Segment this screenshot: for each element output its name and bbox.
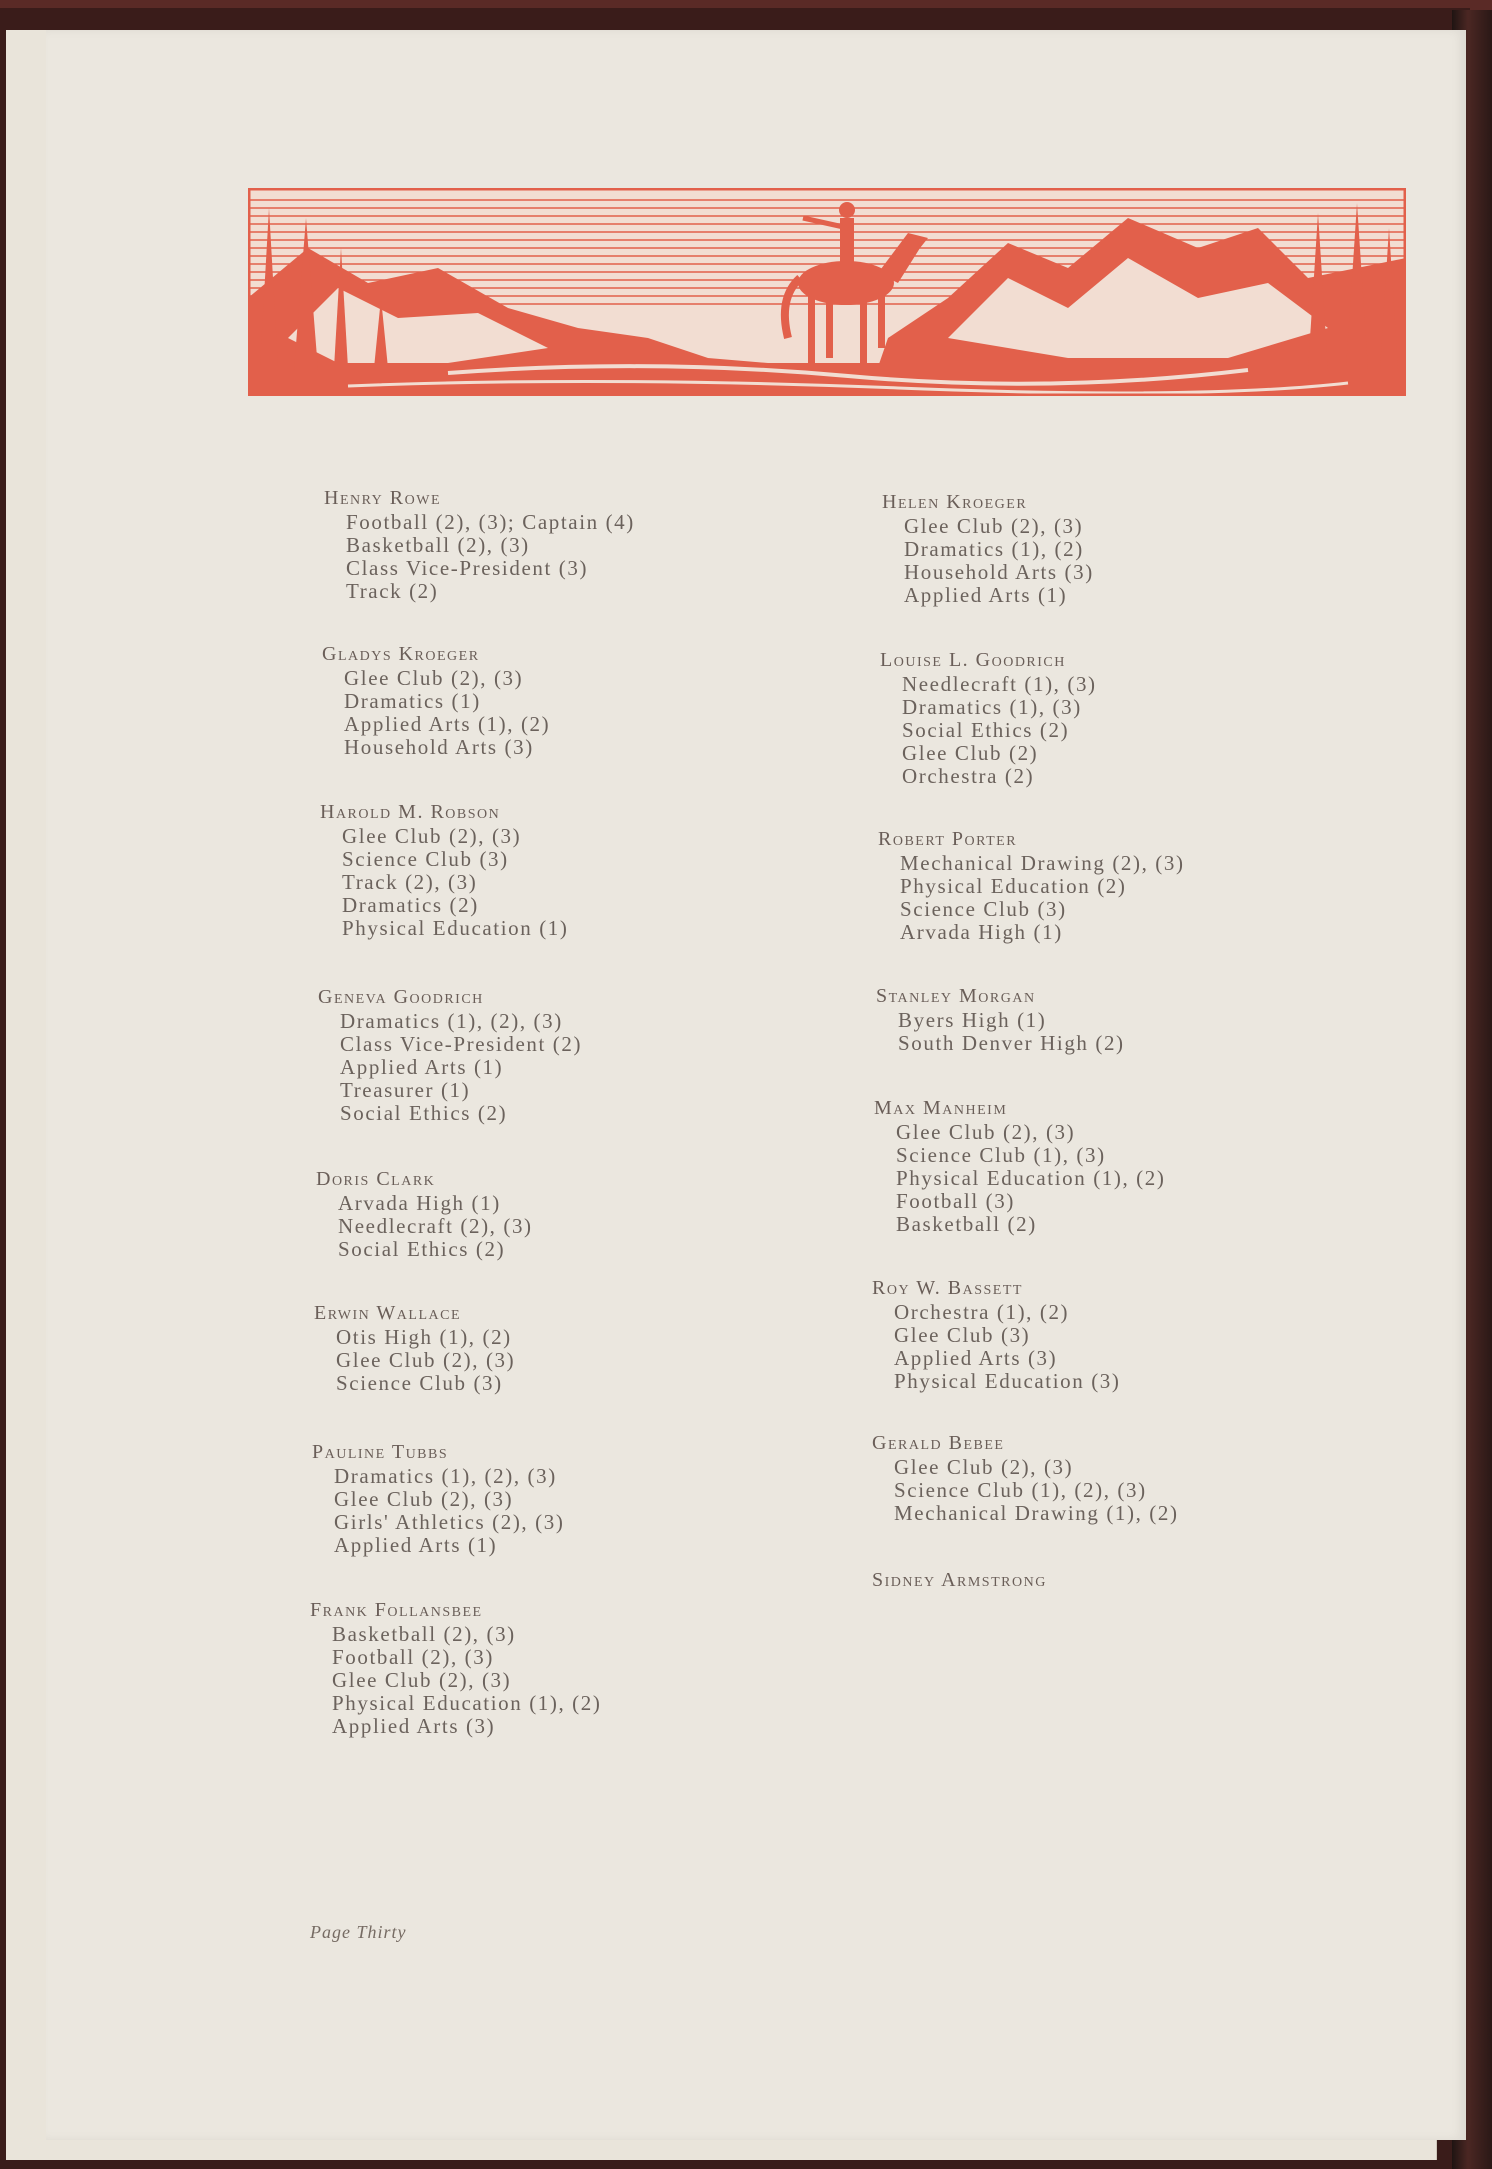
student-name: Roy W. Bassett bbox=[872, 1277, 1023, 1299]
activity-line: Household Arts (3) bbox=[904, 560, 1094, 584]
activity-line: Arvada High (1) bbox=[338, 1191, 501, 1215]
activity-line: Glee Club (3) bbox=[894, 1323, 1031, 1347]
activity-line: Football (2), (3) bbox=[332, 1645, 494, 1669]
student-name: Geneva Goodrich bbox=[318, 986, 484, 1008]
student-name: Harold M. Robson bbox=[320, 801, 501, 823]
student-entry-roy-bassett bbox=[872, 1275, 1121, 1393]
activity-line: Glee Club (2), (3) bbox=[332, 1668, 512, 1692]
activity-line: Science Club (1), (2), (3) bbox=[894, 1478, 1147, 1502]
activity-line: Glee Club (2), (3) bbox=[342, 824, 522, 848]
activity-line: Glee Club (2), (3) bbox=[344, 666, 524, 690]
activity-line: Needlecraft (2), (3) bbox=[338, 1214, 533, 1238]
activity-line: Applied Arts (3) bbox=[894, 1346, 1058, 1370]
activity-line: Class Vice-President (2) bbox=[340, 1032, 583, 1056]
activity-line: Science Club (3) bbox=[336, 1371, 503, 1395]
student-entry-louise-goodrich bbox=[880, 647, 1097, 788]
activity-line: Basketball (2), (3) bbox=[332, 1622, 516, 1646]
activity-line: Applied Arts (3) bbox=[332, 1714, 496, 1738]
activity-line: Glee Club (2), (3) bbox=[904, 514, 1084, 538]
activity-line: Basketball (2) bbox=[896, 1212, 1037, 1236]
activity-line: Glee Club (2) bbox=[902, 741, 1039, 765]
activity-line: Arvada High (1) bbox=[900, 920, 1063, 944]
activity-line: Physical Education (1), (2) bbox=[896, 1166, 1166, 1190]
activity-line: Otis High (1), (2) bbox=[336, 1325, 512, 1349]
student-entry-harold-robson bbox=[320, 799, 569, 940]
student-name: Louise L. Goodrich bbox=[880, 649, 1066, 671]
student-entry-frank-follansbee bbox=[310, 1597, 601, 1738]
activity-line: Football (2), (3); Captain (4) bbox=[346, 510, 635, 534]
activity-line: Byers High (1) bbox=[898, 1008, 1047, 1032]
activity-line: Track (2), (3) bbox=[342, 870, 478, 894]
activity-line: Needlecraft (1), (3) bbox=[902, 672, 1097, 696]
student-name: Gladys Kroeger bbox=[322, 643, 480, 665]
activity-line: Social Ethics (2) bbox=[902, 718, 1070, 742]
page-number-footer: Page Thirty bbox=[310, 1922, 407, 1942]
activity-line: Orchestra (1), (2) bbox=[894, 1300, 1070, 1324]
student-entry-stanley-morgan bbox=[876, 983, 1125, 1055]
activity-line: Track (2) bbox=[346, 579, 439, 603]
student-name: Frank Follansbee bbox=[310, 1599, 483, 1621]
activity-line: Applied Arts (1) bbox=[904, 583, 1068, 607]
activity-line: Dramatics (1), (2) bbox=[904, 537, 1084, 561]
student-entry-robert-porter bbox=[878, 826, 1185, 944]
student-name: Erwin Wallace bbox=[314, 1302, 461, 1324]
student-entry-max-manheim bbox=[874, 1095, 1165, 1236]
student-name: Sidney Armstrong bbox=[872, 1569, 1047, 1591]
student-name: Max Manheim bbox=[874, 1097, 1008, 1119]
activity-line: Dramatics (2) bbox=[342, 893, 479, 917]
student-name: Gerald Bebee bbox=[872, 1432, 1005, 1454]
activity-line: Physical Education (2) bbox=[900, 874, 1127, 898]
activity-line: Applied Arts (1) bbox=[334, 1533, 498, 1557]
student-entry-doris-clark bbox=[316, 1166, 533, 1261]
student-name: Robert Porter bbox=[878, 828, 1018, 850]
activity-line: Treasurer (1) bbox=[340, 1078, 471, 1102]
activity-line: Mechanical Drawing (2), (3) bbox=[900, 851, 1185, 875]
activity-line: Science Club (1), (3) bbox=[896, 1143, 1106, 1167]
activity-line: Glee Club (2), (3) bbox=[894, 1455, 1074, 1479]
mountain-horseman-illustration bbox=[248, 188, 1406, 396]
activity-line: Football (3) bbox=[896, 1189, 1015, 1213]
activity-line: Science Club (3) bbox=[900, 897, 1067, 921]
activity-line: Class Vice-President (3) bbox=[346, 556, 589, 580]
activity-line: Social Ethics (2) bbox=[338, 1237, 506, 1261]
student-name: Helen Kroeger bbox=[882, 491, 1028, 513]
student-entry-sidney-armstrong bbox=[872, 1567, 1047, 1593]
student-name: Stanley Morgan bbox=[876, 985, 1036, 1007]
activity-line: Glee Club (2), (3) bbox=[336, 1348, 516, 1372]
student-name: Pauline Tubbs bbox=[312, 1441, 449, 1463]
student-entry-erwin-wallace bbox=[314, 1300, 515, 1395]
activity-line: Dramatics (1) bbox=[344, 689, 481, 713]
activity-line: Dramatics (1), (2), (3) bbox=[340, 1009, 563, 1033]
activity-line: Household Arts (3) bbox=[344, 735, 534, 759]
student-entry-pauline-tubbs bbox=[312, 1439, 564, 1557]
activity-line: Girls' Athletics (2), (3) bbox=[334, 1510, 565, 1534]
student-entry-gladys-kroeger bbox=[322, 641, 550, 759]
activity-line: South Denver High (2) bbox=[898, 1031, 1125, 1055]
activity-line: Mechanical Drawing (1), (2) bbox=[894, 1501, 1179, 1525]
student-name: Henry Rowe bbox=[324, 487, 441, 509]
activity-line: Physical Education (1) bbox=[342, 916, 569, 940]
activity-line: Physical Education (1), (2) bbox=[332, 1691, 602, 1715]
activity-line: Dramatics (1), (2), (3) bbox=[334, 1464, 557, 1488]
student-entry-henry-rowe bbox=[324, 485, 635, 603]
student-entry-helen-kroeger bbox=[882, 489, 1094, 607]
activity-line: Orchestra (2) bbox=[902, 764, 1035, 788]
activity-line: Applied Arts (1) bbox=[340, 1055, 504, 1079]
activity-line: Applied Arts (1), (2) bbox=[344, 712, 551, 736]
student-entry-gerald-bebee bbox=[872, 1430, 1179, 1525]
activity-line: Dramatics (1), (3) bbox=[902, 695, 1082, 719]
activity-line: Physical Education (3) bbox=[894, 1369, 1121, 1393]
student-entry-geneva-goodrich bbox=[318, 984, 582, 1125]
activity-line: Social Ethics (2) bbox=[340, 1101, 508, 1125]
activity-line: Basketball (2), (3) bbox=[346, 533, 530, 557]
activity-line: Science Club (3) bbox=[342, 847, 509, 871]
activity-line: Glee Club (2), (3) bbox=[896, 1120, 1076, 1144]
activity-line: Glee Club (2), (3) bbox=[334, 1487, 514, 1511]
student-name: Doris Clark bbox=[316, 1168, 436, 1190]
